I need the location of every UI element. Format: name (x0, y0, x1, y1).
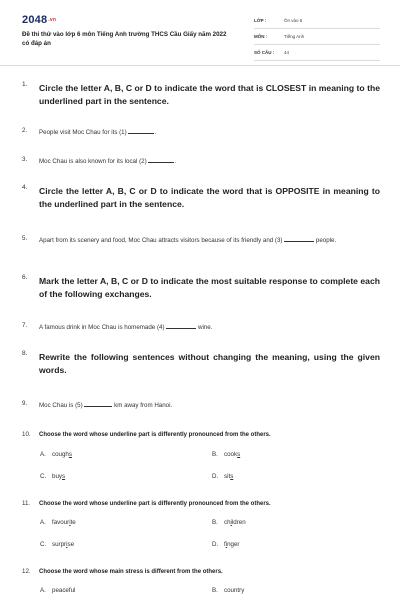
question-text: Mark the letter A, B, C or D to indicate the most suitable response to complete each of the following exchanges. (39, 276, 380, 299)
site-logo[interactable] (22, 14, 56, 26)
question-text: Choose the word whose underline part is differently pronounced from the others. (39, 501, 271, 507)
option-c[interactable]: C. surprise (40, 541, 75, 548)
answer-blank[interactable] (166, 322, 196, 329)
question-text: Circle the letter A, B, C or D to indicate the word that is OPPOSITE in meaning to the underlined part in the sentence. (39, 186, 380, 209)
meta-row-subject (254, 32, 380, 45)
question-number: 5. (22, 235, 28, 242)
meta-value: Tiếng Anh (284, 34, 305, 39)
question-text: A famous drink in Moc Chau is homemade (4) wine. (39, 324, 213, 331)
question-number: 6. (22, 274, 28, 281)
question-text: Circle the letter A, B, C or D to indicate the word that is CLOSEST in meaning to the underlined part in the sentence. (39, 83, 380, 106)
option-b[interactable]: B. country (212, 587, 245, 594)
question-text: Rewrite the following sentences without changing the meaning, using the given words. (39, 352, 380, 375)
question-3 (22, 156, 380, 167)
meta-label: MÔN : (254, 34, 268, 39)
question-text: Moc Chau is (5) km away from Hanoi. (39, 402, 173, 409)
question-4 (22, 185, 380, 211)
question-12 (22, 568, 380, 577)
question-number: 4. (22, 184, 28, 191)
answer-blank[interactable] (148, 156, 174, 163)
option-a[interactable]: A. peaceful (40, 587, 76, 594)
question-text: Moc Chau is also known for its local (2) . (39, 158, 177, 165)
meta-label: LỚP : (254, 18, 267, 23)
question-5 (22, 235, 380, 246)
option-d[interactable]: D. finger (212, 541, 240, 548)
question-8 (22, 351, 380, 377)
answer-blank[interactable] (84, 400, 112, 407)
question-number: 7. (22, 322, 28, 329)
question-number: 9. (22, 400, 28, 407)
question-number: 8. (22, 350, 28, 357)
logo-suffix: .vn (48, 17, 57, 24)
question-text: Choose the word whose underline part is differently pronounced from the others. (39, 432, 271, 438)
question-6 (22, 275, 380, 301)
question-number: 3. (22, 156, 28, 163)
question-text: Apart from its scenery and food, Moc Chau attracts visitors because of its friendly and (3) people. (39, 237, 337, 244)
question-number: 1. (22, 81, 28, 88)
question-11 (22, 500, 380, 509)
question-text: People visit Moc Chau for its (1) . (39, 129, 157, 136)
meta-value: 44 (284, 50, 290, 55)
document-title: Đề thi thử vào lớp 6 môn Tiếng Anh trường THCS Cầu Giấy năm 2022 có đáp án (22, 31, 227, 47)
question-number: 12. (22, 568, 31, 575)
option-a[interactable]: A. favourite (40, 519, 76, 526)
option-d[interactable]: D. sits (212, 473, 234, 480)
question-1 (22, 82, 380, 108)
question-number: 11. (22, 500, 31, 507)
answer-blank[interactable] (128, 127, 154, 134)
question-number: 10. (22, 431, 31, 438)
question-text: Choose the word whose main stress is different from the others. (39, 569, 223, 575)
question-2 (22, 127, 380, 138)
question-number: 2. (22, 127, 28, 134)
question-7 (22, 322, 380, 333)
question-10 (22, 431, 380, 440)
option-a[interactable]: A. coughs (40, 451, 72, 458)
meta-row-count (254, 48, 380, 61)
option-b[interactable]: B. cooks (212, 451, 241, 458)
meta-row-class (254, 16, 380, 29)
document-meta (254, 16, 380, 64)
meta-label: SỐ CÂU : (254, 50, 275, 55)
question-9 (22, 400, 380, 411)
option-b[interactable]: B. children (212, 519, 246, 526)
logo-text: 2048 (22, 14, 48, 26)
answer-blank[interactable] (284, 235, 314, 242)
meta-value: Ôn vào 6 (284, 18, 303, 23)
option-c[interactable]: C. buys (40, 473, 66, 480)
document-header (0, 0, 400, 66)
